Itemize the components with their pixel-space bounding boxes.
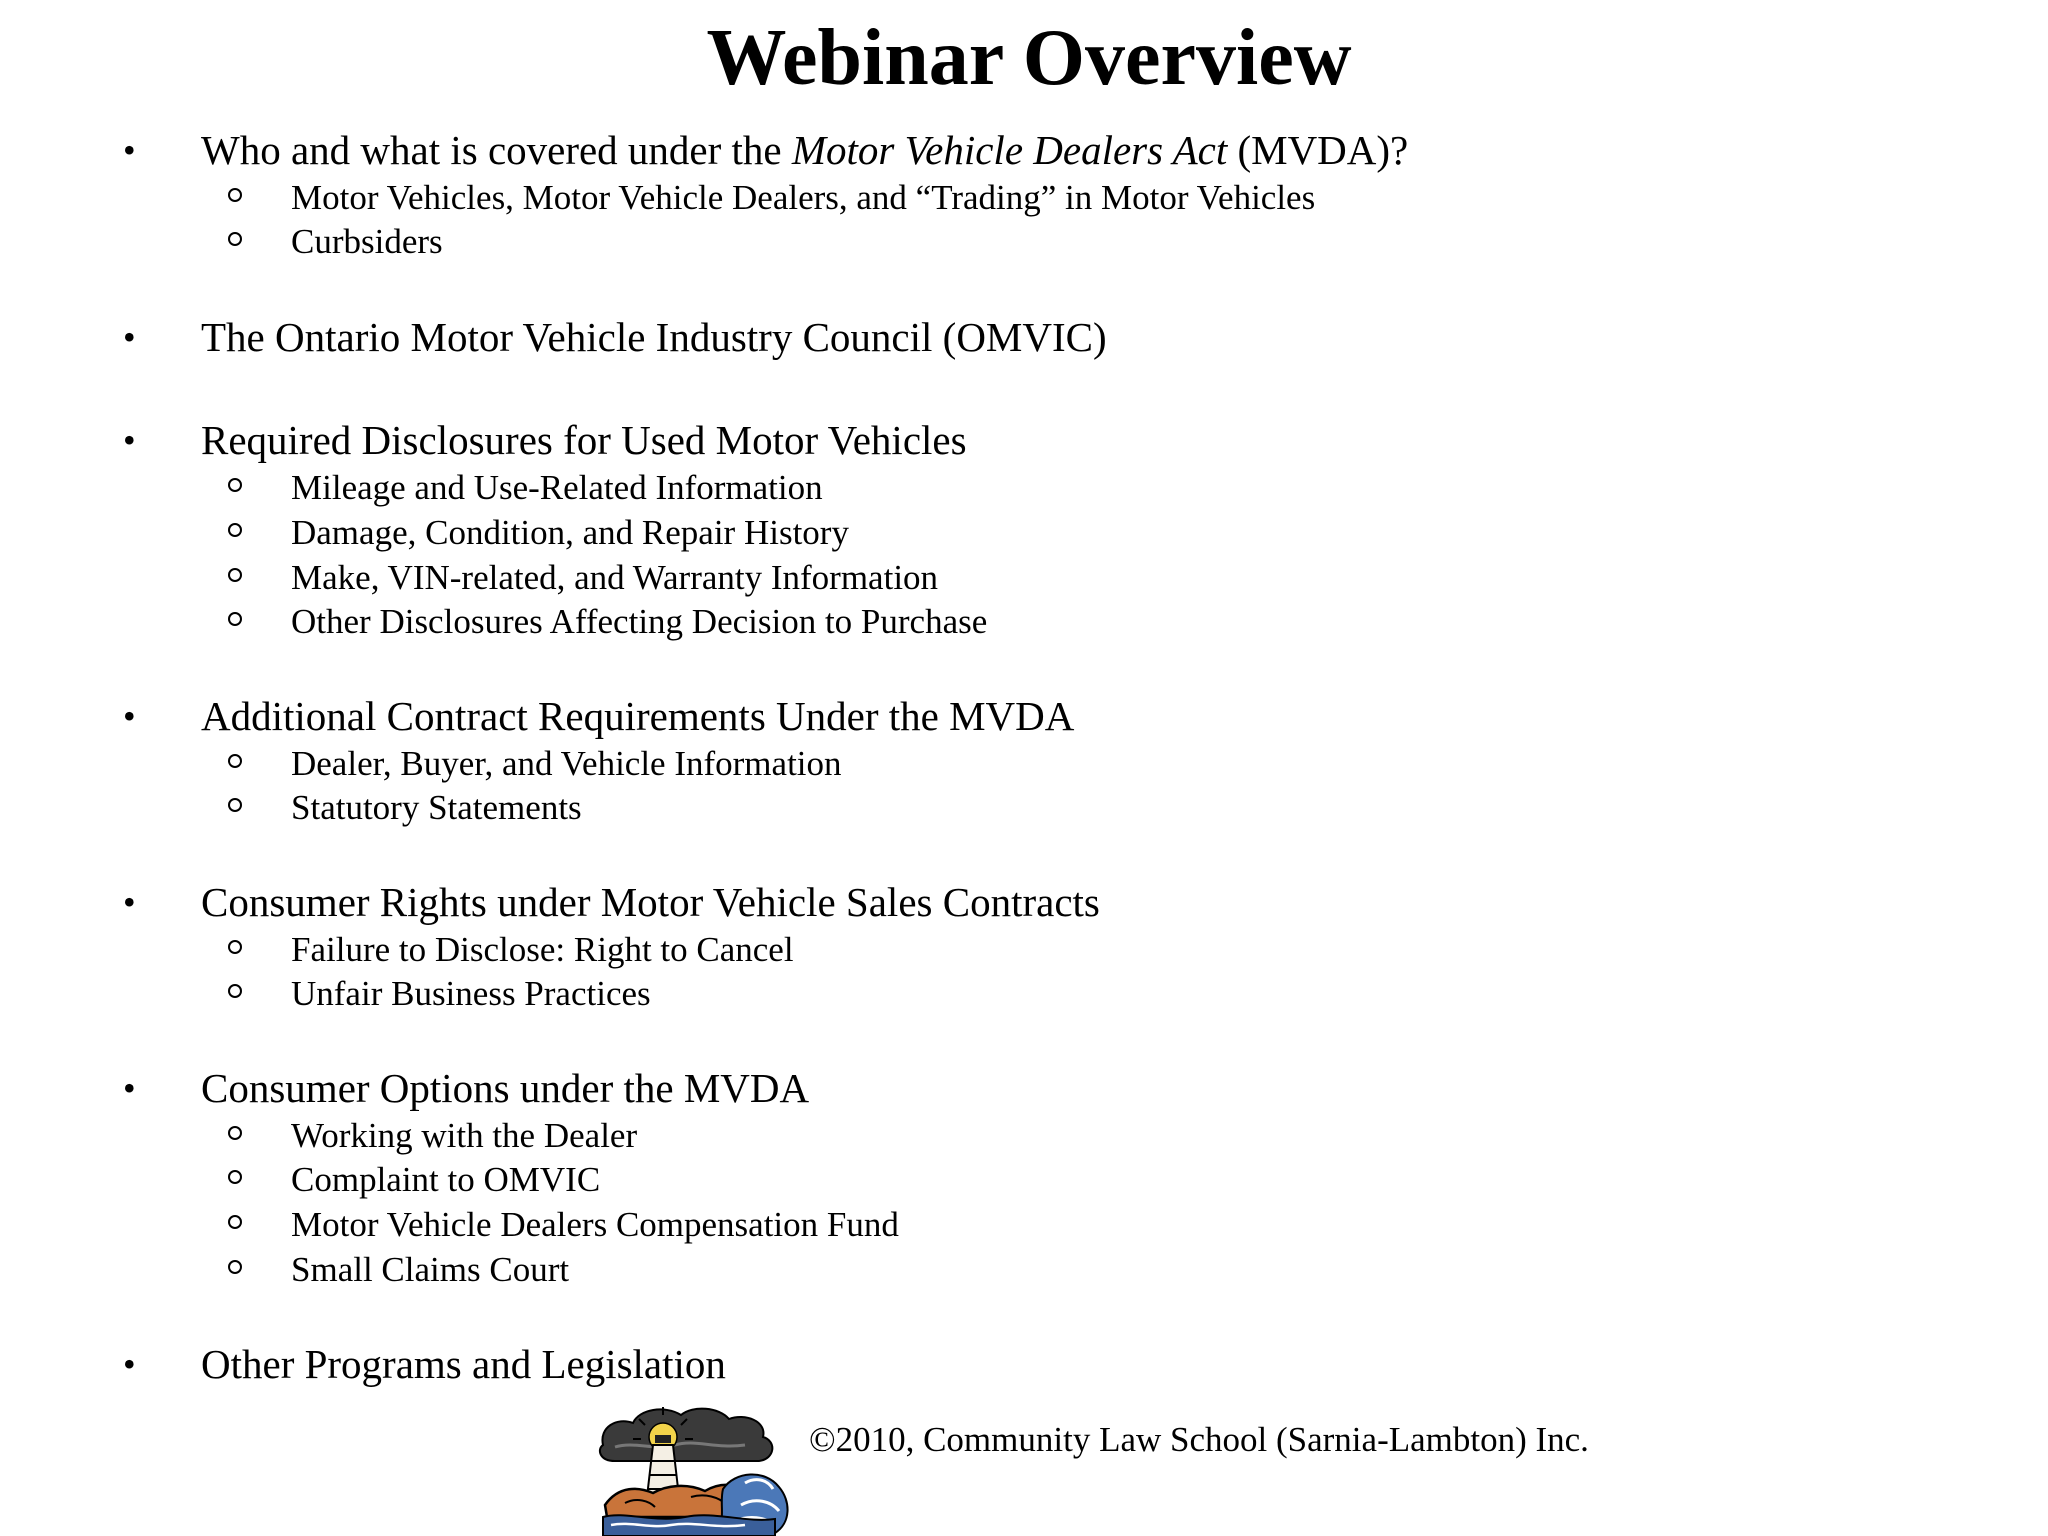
bullet-icon: • — [123, 317, 136, 357]
sub-bullet-item — [0, 972, 2048, 1016]
sub-bullet-text: Mileage and Use-Related Information — [291, 468, 823, 507]
sub-bullet-item — [0, 1158, 2048, 1202]
sub-bullet-item — [0, 176, 2048, 220]
bullet-item — [0, 1338, 2048, 1390]
sub-bullet-text: Damage, Condition, and Repair History — [291, 513, 849, 552]
circle-bullet-icon — [228, 523, 242, 537]
sub-bullet-text: Motor Vehicle Dealers Compensation Fund — [291, 1205, 899, 1244]
bullet-item — [0, 414, 2048, 466]
sub-bullet-item — [0, 220, 2048, 264]
circle-bullet-icon — [228, 612, 242, 626]
sub-bullet-text: Curbsiders — [291, 222, 443, 261]
sub-bullet-item — [0, 466, 2048, 510]
bullet-item — [0, 876, 2048, 928]
sub-bullet-item — [0, 786, 2048, 830]
sub-bullet-text: Motor Vehicles, Motor Vehicle Dealers, and “Trading” in Motor Vehicles — [291, 178, 1316, 217]
bullet-text: The Ontario Motor Vehicle Industry Council (OMVIC) — [201, 314, 1107, 360]
sub-bullet-item — [0, 600, 2048, 644]
sub-bullet-text: Failure to Disclose: Right to Cancel — [291, 930, 794, 969]
sub-bullet-text: Make, VIN-related, and Warranty Information — [291, 558, 939, 597]
lighthouse-logo-icon — [595, 1405, 795, 1536]
circle-bullet-icon — [228, 1215, 242, 1229]
sub-bullet-text: Unfair Business Practices — [291, 974, 651, 1013]
sub-bullet-item — [0, 511, 2048, 555]
bullet-item — [0, 690, 2048, 742]
circle-bullet-icon — [228, 754, 242, 768]
circle-bullet-icon — [228, 984, 242, 998]
sub-bullet-item — [0, 742, 2048, 786]
bullet-text: Consumer Options under the MVDA — [201, 1065, 810, 1111]
circle-bullet-icon — [228, 188, 242, 202]
bullet-icon: • — [123, 882, 136, 922]
sub-bullet-text: Complaint to OMVIC — [291, 1160, 601, 1199]
circle-bullet-icon — [228, 1260, 242, 1274]
bullet-text: Additional Contract Requirements Under the MVDA — [201, 693, 1075, 739]
bullet-item — [0, 124, 2048, 176]
bullet-text: Required Disclosures for Used Motor Vehicles — [201, 417, 967, 463]
sub-bullet-item — [0, 1248, 2048, 1292]
bullet-text-part: (MVDA)? — [1227, 127, 1409, 173]
circle-bullet-icon — [228, 940, 242, 954]
circle-bullet-icon — [228, 1126, 242, 1140]
sub-bullet-item — [0, 928, 2048, 972]
sub-bullet-item — [0, 1114, 2048, 1158]
circle-bullet-icon — [228, 232, 242, 246]
bullet-icon: • — [123, 696, 136, 736]
bullet-icon: • — [123, 1344, 136, 1384]
bullet-icon: • — [123, 420, 136, 460]
act-name: Motor Vehicle Dealers Act — [791, 127, 1228, 173]
sub-bullet-item — [0, 556, 2048, 600]
bullet-text-part: Who and what is covered under the — [201, 127, 792, 173]
circle-bullet-icon — [228, 798, 242, 812]
bullet-text: Other Programs and Legislation — [201, 1341, 726, 1387]
sub-bullet-text: Dealer, Buyer, and Vehicle Information — [291, 744, 842, 783]
circle-bullet-icon — [228, 478, 242, 492]
sub-bullet-text: Working with the Dealer — [291, 1116, 638, 1155]
bullet-text — [201, 124, 1408, 176]
copyright-text: ©2010, Community Law School (Sarnia-Lambton) Inc. — [809, 1420, 1589, 1459]
sub-bullet-item — [0, 1203, 2048, 1247]
bullet-text: Consumer Rights under Motor Vehicle Sales Contracts — [201, 879, 1100, 925]
sub-bullet-text: Other Disclosures Affecting Decision to Purchase — [291, 602, 988, 641]
bullet-item — [0, 1062, 2048, 1114]
circle-bullet-icon — [228, 1170, 242, 1184]
sub-bullet-text: Statutory Statements — [291, 788, 582, 827]
bullet-icon: • — [123, 1068, 136, 1108]
sub-bullet-text: Small Claims Court — [291, 1250, 570, 1289]
page-title: Webinar Overview — [706, 14, 1352, 102]
circle-bullet-icon — [228, 568, 242, 582]
bullet-icon: • — [123, 130, 136, 170]
bullet-item — [0, 311, 2048, 363]
